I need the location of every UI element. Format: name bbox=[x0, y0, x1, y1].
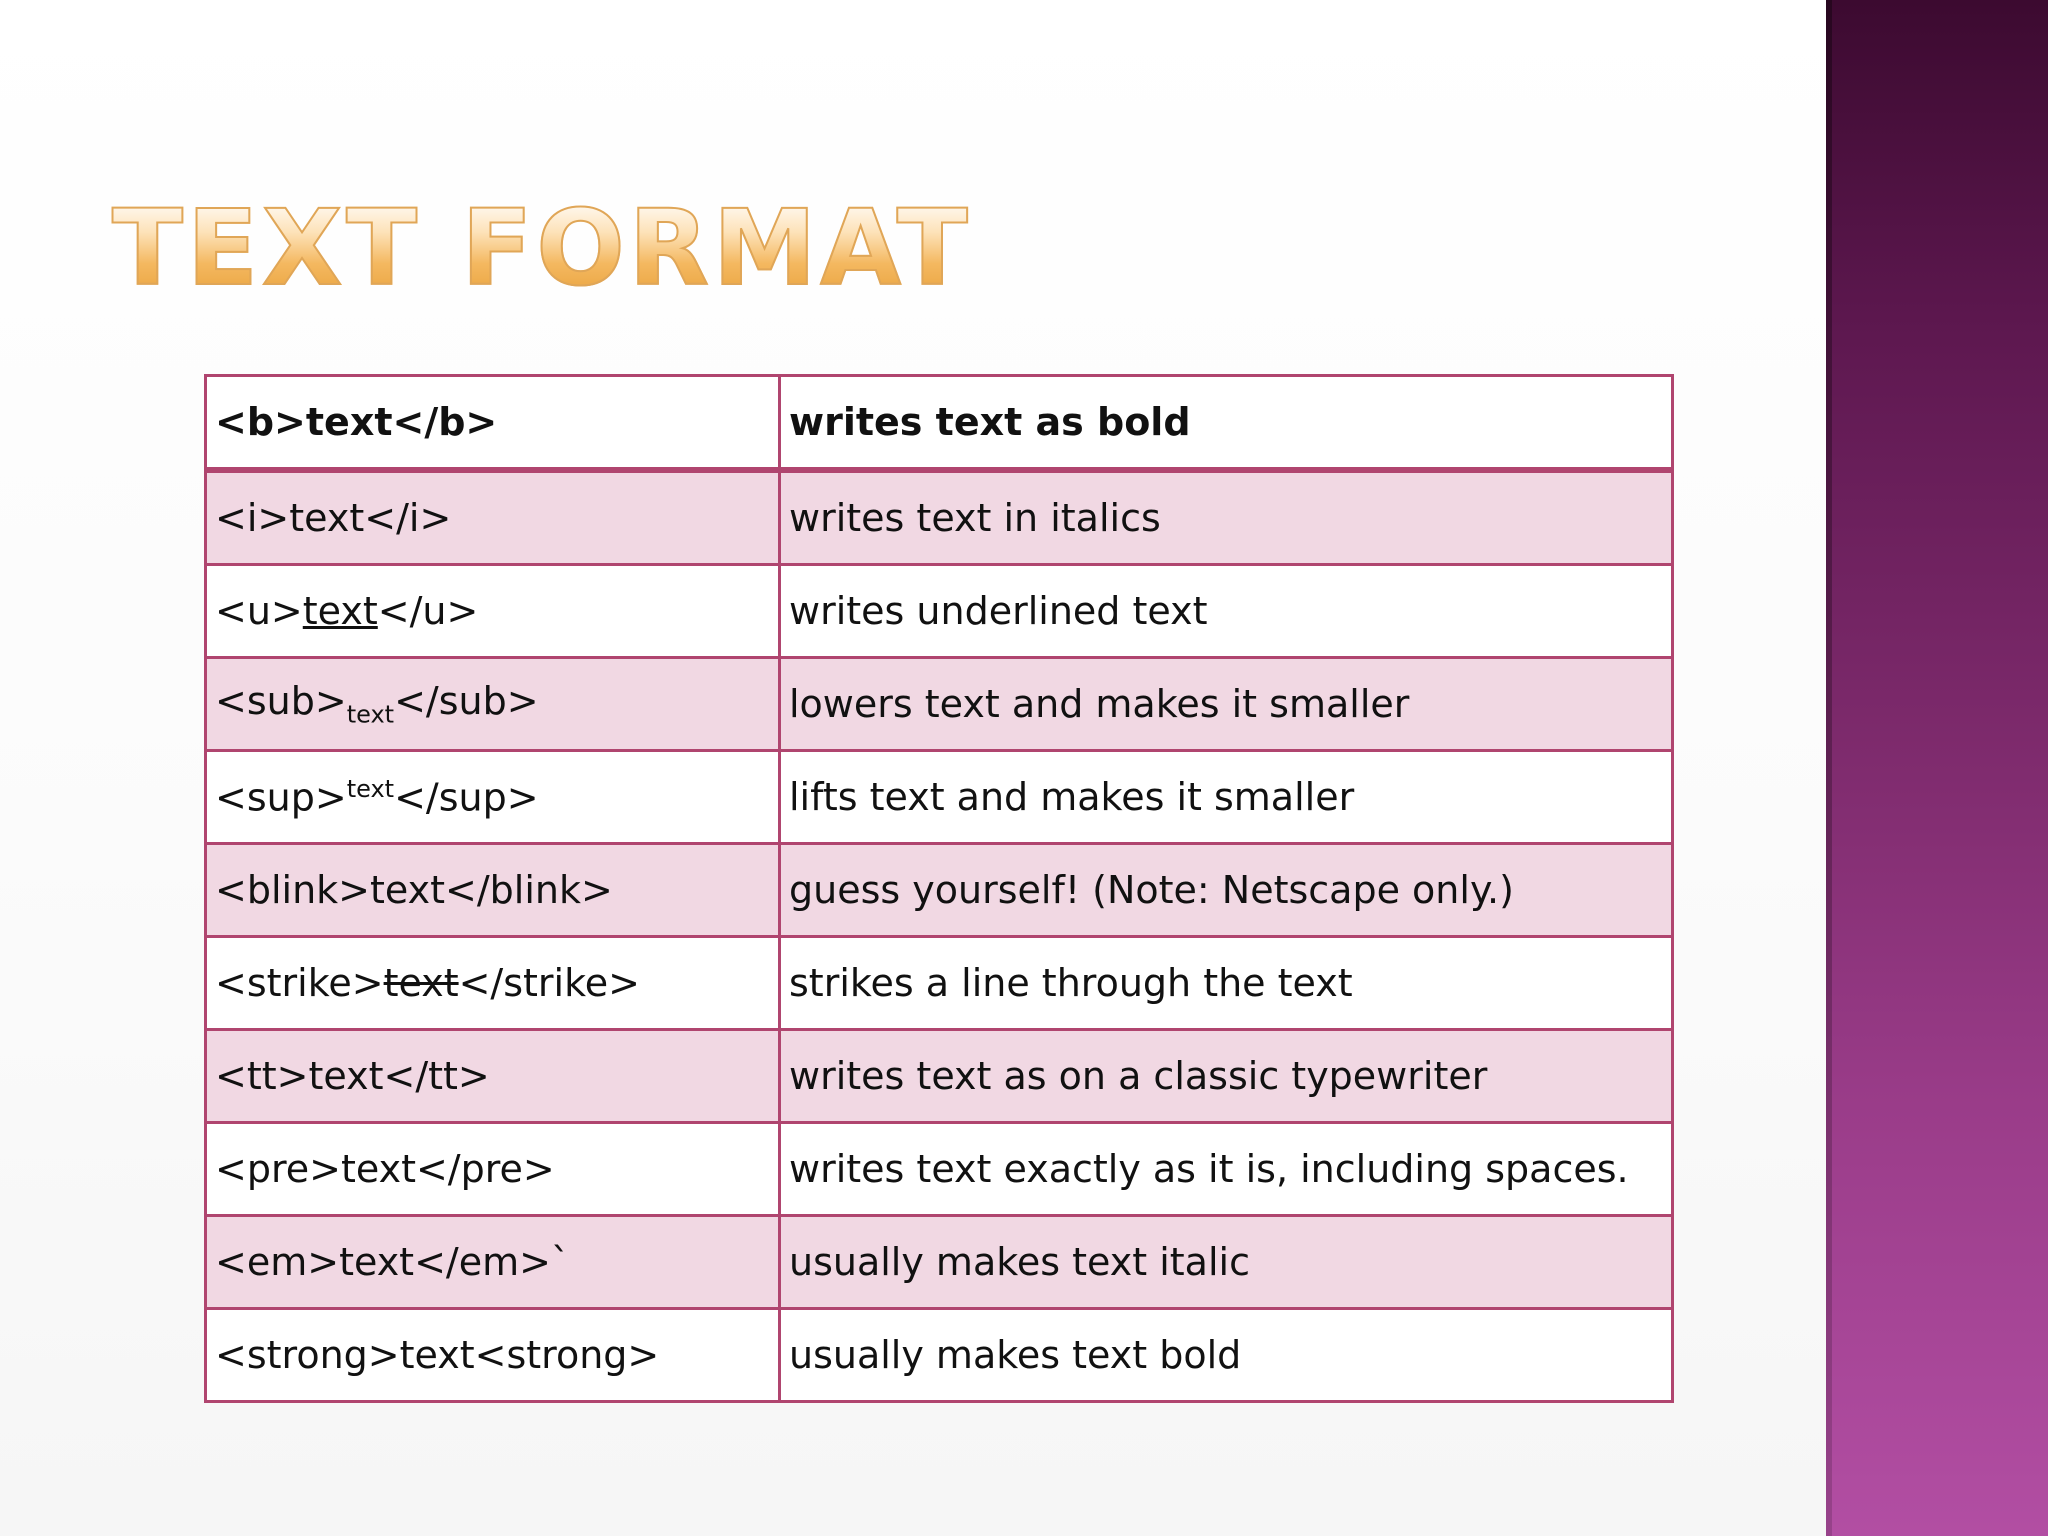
table-row-superscript bbox=[206, 751, 1673, 844]
tag-cell bbox=[206, 658, 780, 751]
description-cell: usually makes text bold bbox=[780, 1309, 1673, 1402]
tag-cell bbox=[206, 937, 780, 1030]
description-cell: writes text as bold bbox=[780, 376, 1673, 471]
text-format-table bbox=[204, 374, 1674, 1403]
table-row-underline bbox=[206, 565, 1673, 658]
description-cell: writes text exactly as it is, including spaces. bbox=[780, 1123, 1673, 1216]
table-row-strike bbox=[206, 937, 1673, 1030]
tag-cell bbox=[206, 1123, 780, 1216]
tag-close: </strike> bbox=[458, 961, 640, 1005]
tag-open: <strong> bbox=[215, 1333, 400, 1377]
table-row-subscript bbox=[206, 658, 1673, 751]
tag-content: text bbox=[340, 1147, 416, 1191]
tag-cell bbox=[206, 565, 780, 658]
table-row-typewriter bbox=[206, 1030, 1673, 1123]
tag-cell: <b>text</b> bbox=[206, 376, 780, 471]
tag-open: <u> bbox=[215, 589, 303, 633]
tag-close: </u> bbox=[377, 589, 479, 633]
tag-open: <pre> bbox=[215, 1147, 341, 1191]
table-row-italic bbox=[206, 470, 1673, 565]
tag-cell bbox=[206, 1030, 780, 1123]
tag-open: <sup> bbox=[215, 775, 347, 820]
description-cell: writes underlined text bbox=[780, 565, 1673, 658]
tag-open: <tt> bbox=[215, 1054, 309, 1098]
tag-cell bbox=[206, 470, 780, 565]
tag-open: <em> bbox=[215, 1240, 340, 1284]
tag-close: </sup> bbox=[394, 775, 539, 820]
table-row-strong bbox=[206, 1309, 1673, 1402]
table-row-preformatted bbox=[206, 1123, 1673, 1216]
description-cell: lowers text and makes it smaller bbox=[780, 658, 1673, 751]
tag-content: text bbox=[370, 868, 446, 912]
tag-close: </blink> bbox=[445, 868, 613, 912]
tag-close: </i> bbox=[364, 496, 452, 540]
description-cell: strikes a line through the text bbox=[780, 937, 1673, 1030]
tag-close: </em>` bbox=[414, 1240, 570, 1284]
tag-cell bbox=[206, 844, 780, 937]
side-decoration-band bbox=[1826, 0, 2048, 1536]
tag-content: text bbox=[346, 774, 395, 803]
slide-title: TEXT FORMAT bbox=[112, 187, 972, 309]
tag-content: text bbox=[302, 589, 378, 633]
tag-open: <sub> bbox=[215, 679, 347, 724]
tag-cell bbox=[206, 1309, 780, 1402]
tag-content: text bbox=[399, 1333, 475, 1377]
tag-content: text bbox=[308, 1054, 384, 1098]
tag-close: <strong> bbox=[474, 1333, 660, 1377]
tag-open: <blink> bbox=[215, 868, 371, 912]
tag-open: <strike> bbox=[215, 961, 384, 1005]
description-cell: writes text as on a classic typewriter bbox=[780, 1030, 1673, 1123]
description-cell: usually makes text italic bbox=[780, 1216, 1673, 1309]
description-cell: lifts text and makes it smaller bbox=[780, 751, 1673, 844]
tag-close: </sub> bbox=[394, 679, 539, 724]
tag-content: text bbox=[383, 961, 459, 1005]
table-row-blink bbox=[206, 844, 1673, 937]
tag-close: </tt> bbox=[383, 1054, 490, 1098]
description-cell: guess yourself! (Note: Netscape only.) bbox=[780, 844, 1673, 937]
tag-open: <i> bbox=[215, 496, 290, 540]
tag-cell bbox=[206, 751, 780, 844]
table-header-row bbox=[206, 376, 1673, 471]
side-band-edge bbox=[1826, 0, 1832, 1536]
description-cell: writes text in italics bbox=[780, 470, 1673, 565]
tag-content: text bbox=[289, 496, 365, 540]
tag-cell bbox=[206, 1216, 780, 1309]
table-row-emphasis bbox=[206, 1216, 1673, 1309]
tag-content: text bbox=[339, 1240, 415, 1284]
tag-content: text bbox=[346, 700, 395, 729]
tag-close: </pre> bbox=[415, 1147, 555, 1191]
